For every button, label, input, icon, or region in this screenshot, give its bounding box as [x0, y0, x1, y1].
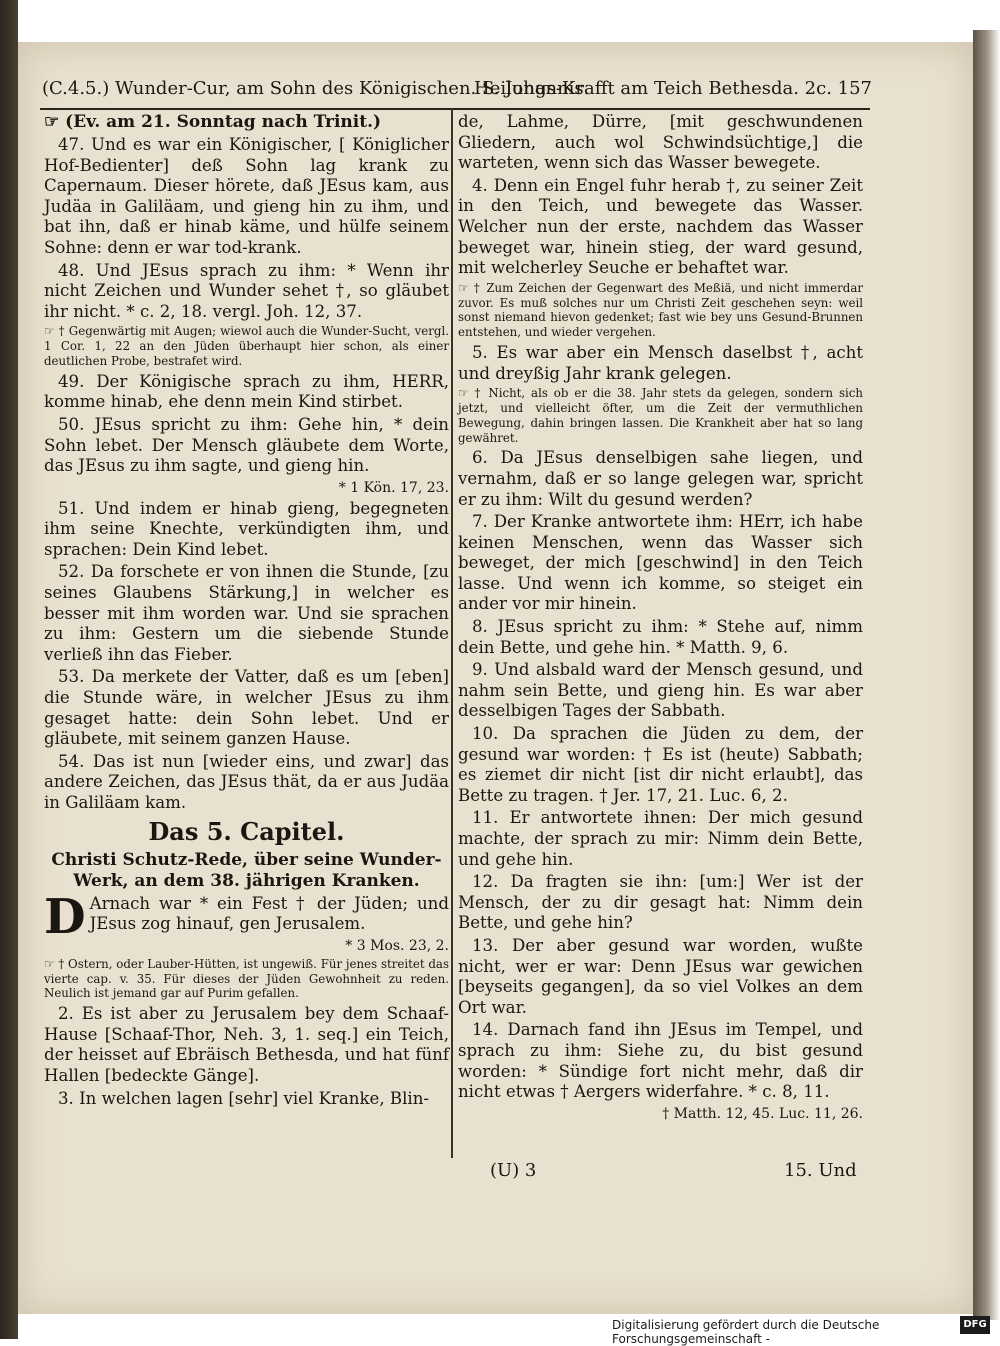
- verse-paragraph: 10. Da sprachen die Jüden zu dem, der gesund war worden: † Es ist (heute) Sabbath; es ziemet dir nicht [ist dir nicht erlaubt], das Bette zu tragen. † Jer. 17, 21. Luc. 6, 2.: [458, 724, 863, 805]
- commentary-note: ☞ † Ostern, oder Lauber-Hütten, ist ungewiß. Für jenes streitet das vierte cap. v. 35. Für dieses der Jüden Gewohnheit zu reden. Neulich ist jemand gar auf Purim gefallen.: [44, 956, 449, 1001]
- commentary-note: ☞ † Gegenwärtig mit Augen; wiewol auch die Wunder-Sucht, vergl. 1 Cor. 1, 22 an den Jüden überhaupt hier schon, als einer deutlichen Probe, bestrafet wird.: [44, 324, 449, 368]
- verse-paragraph: 49. Der Königische sprach zu ihm, HERR, komme hinab, ehe denn mein Kind stirbet.: [44, 371, 449, 412]
- page-edge-shadow: [973, 30, 1000, 1320]
- pericope-heading: ☞ (Ev. am 21. Sonntag nach Trinit.): [44, 112, 382, 132]
- verse-paragraph: 9. Und alsbald ward der Mensch gesund, und nahm sein Bette, und gieng hin. Es war aber desselbigen Tages der Sabbath.: [458, 660, 863, 721]
- header-right: Heilungs-Krafft am Teich Bethesda. 2c. 157: [474, 78, 872, 99]
- verse-paragraph: 8. JEsus spricht zu ihm: * Stehe auf, nimm dein Bette, und gehe hin. * Matth. 9, 6.: [458, 617, 863, 657]
- verse-paragraph: 14. Darnach fand ihn JEsus im Tempel, und sprach zu ihm: Siehe zu, du bist gesund worden: * Sündige fort nicht mehr, daß dir nicht etwas † Aergers widerfahre. * c. 8, 11.: [458, 1020, 863, 1102]
- cross-reference: † Matth. 12, 45. Luc. 11, 26.: [662, 1105, 863, 1122]
- right-column: [458, 112, 863, 1125]
- digitization-credit: Digitalisierung gefördert durch die Deutsche Forschungsgemeinschaft -: [612, 1318, 880, 1346]
- running-header: [42, 78, 872, 108]
- left-column: [44, 112, 449, 1111]
- verse-paragraph: 12. Da fragten sie ihn: [um:] Wer ist der Mensch, der zu dir gesagt hat: Nimm dein Bette, und gehe hin?: [458, 872, 863, 933]
- catchword: 15. Und: [784, 1160, 857, 1181]
- verse-paragraph: [44, 888, 449, 945]
- dfg-logo: DFG: [960, 1316, 990, 1334]
- header-left: (C.4.5.) Wunder-Cur, am Sohn des Königischen. S. Johannis.: [42, 78, 590, 99]
- verse-paragraph: 2. Es ist aber zu Jerusalem bey dem Schaaf-Hause [Schaaf-Thor, Neh. 3, 1. seq.] ein Teich, der heisset auf Ebräisch Bethesda, und hat fünf Hallen [bedeckte Gänge].: [44, 1004, 449, 1085]
- verse-paragraph: 53. Da merkete der Vatter, daß es um [eben] die Stunde wäre, in welcher JEsus zu ihm gesaget hatte: dein Sohn lebet. Und er gläubete, mit seinem ganzen Hause.: [44, 667, 449, 749]
- verse-paragraph: 54. Das ist nun [wieder eins, und zwar] das andere Zeichen, das JEsus thät, da er aus Judäa in Galiläam kam.: [44, 751, 449, 813]
- verse-paragraph: 48. Und JEsus sprach zu ihm: * Wenn ihr nicht Zeichen und Wunder sehet †, so gläubet ihr nicht. * c. 2, 18. vergl. Joh. 12, 37.: [44, 260, 449, 321]
- verse-text: Arnach war * ein Fest † der Jüden; und JEsus zog hinauf, gen Jerusalem.: [89, 893, 449, 934]
- verse-paragraph: 7. Der Kranke antwortete ihm: HErr, ich habe keinen Menschen, wenn das Wasser sich beweget, der mich [geschwind] in den Teich lasse. Und wenn ich komme, so steiget ein ander vor mir hinein.: [458, 512, 863, 614]
- verse-paragraph: 6. Da JEsus denselbigen sahe liegen, und vernahm, daß er so lange gelegen war, spricht er zu ihm: Wilt du gesund werden?: [458, 448, 863, 509]
- verse-paragraph: 3. In welchen lagen [sehr] viel Kranke, Blin-: [58, 1088, 430, 1108]
- header-rule: [40, 108, 870, 110]
- verse-paragraph: 50. JEsus spricht zu ihm: Gehe hin, * dein Sohn lebet. Der Mensch gläubete dem Worte, das JEsus zu ihm sagte, und gieng hin.: [44, 414, 449, 476]
- verse-paragraph: 13. Der aber gesund war worden, wußte nicht, wer er war: Denn JEsus war gewichen [beyseits gegangen], da so viel Volkes an dem Ort war.: [458, 935, 863, 1017]
- verse-paragraph: 11. Er antwortete ihnen: Der mich gesund machte, der sprach zu mir: Nimm dein Bette, und gehe hin.: [458, 808, 863, 869]
- verse-paragraph: 4. Denn ein Engel fuhr herab †, zu seiner Zeit in den Teich, und bewegete das Wasser. Welcher nun der erste, nachdem das Wasser beweget war, hinein stieg, der ward gesund, mit welcherley Seuche er behaftet war.: [458, 175, 863, 278]
- book-gutter-shadow: [0, 0, 18, 1339]
- chapter-summary: Christi Schutz-Rede, über seine Wunder-Werk, an dem 38. jährigen Kranken.: [51, 849, 442, 891]
- cross-reference: * 1 Kön. 17, 23.: [338, 479, 449, 496]
- cross-reference: * 3 Mos. 23, 2.: [345, 937, 449, 954]
- verse-paragraph: 51. Und indem er hinab gieng, begegneten ihm seine Knechte, verkündigten ihm, und sprachen: Dein Kind lebet.: [44, 498, 449, 559]
- chapter-title: Das 5. Capitel.: [148, 816, 345, 846]
- column-divider: [451, 108, 453, 1158]
- verse-paragraph: de, Lahme, Dürre, [mit geschwundenen Gliedern, auch wol Schwindsüchtige,] die warteten, wenn sich das Wasser bewegete.: [458, 112, 863, 173]
- verse-paragraph: 5. Es war aber ein Mensch daselbst †, acht und dreyßig Jahr krank gelegen.: [458, 342, 863, 383]
- commentary-note: ☞ † Zum Zeichen der Gegenwart des Meßiä, und nicht immerdar zuvor. Es muß solches nur um Christi Zeit geschehen seyn: weil sonst niemand hievon gedenket; fast wie bey uns Gesund-Brunnen entstehen, und wieder vergehen.: [458, 280, 863, 340]
- verse-paragraph: 47. Und es war ein Königischer, [ Königlicher Hof-Bedienter] deß Sohn lag krank zu Capernaum. Dieser hörete, daß JEsus kam, aus Judäa in Galiläam, und gieng hin zu ihm, und bat ihn, daß er hinab käme, und hülfe seinem Sohne: denn er war tod-krank.: [44, 135, 449, 257]
- verse-paragraph: 52. Da forschete er von ihnen die Stunde, [zu seines Glaubens Stärkung,] in welcher es besser mit ihm worden war. Und sie sprachen zu ihm: Gestern um die siebende Stunde verließ ihn das Fieber.: [44, 562, 449, 664]
- commentary-note: ☞ † Nicht, als ob er die 38. Jahr stets da gelegen, sondern sich jetzt, und vielleicht öfter, um die Zeit der vermuthlichen Bewegung, dahin bringen lassen. Die Krankheit aber hat so lang gewähret.: [458, 386, 863, 445]
- signature-mark: (U) 3: [490, 1160, 537, 1181]
- drop-cap: D: [44, 888, 86, 945]
